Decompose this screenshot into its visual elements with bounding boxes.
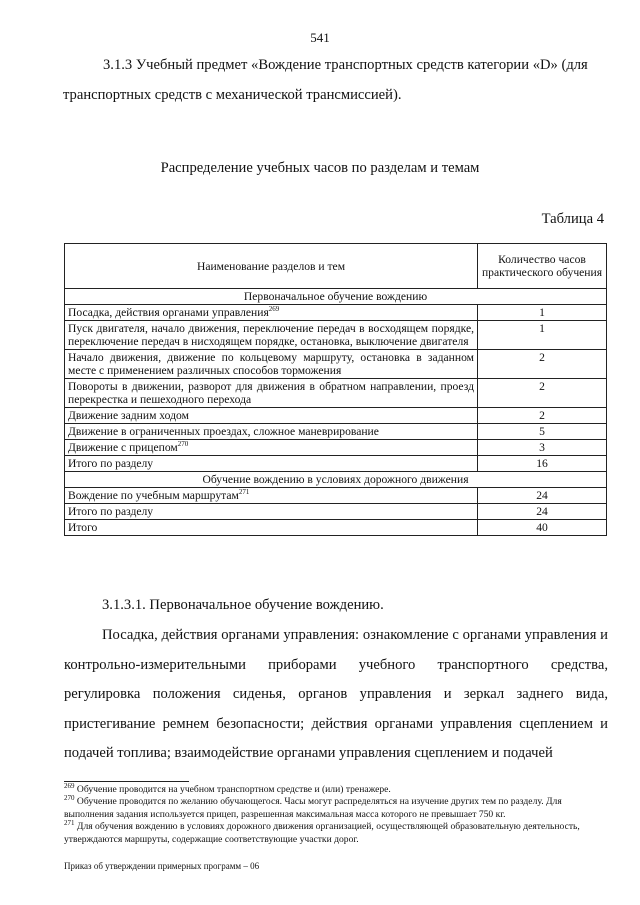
hours-cell: 1 [478,321,607,350]
footnote [64,821,612,846]
footnote [64,781,612,796]
table-row [65,440,607,456]
distribution-title: Распределение учебных часов по разделам и темам [160,160,480,176]
footnote-ref: 271 [238,488,250,497]
topic-text: Посадка, действия органами управления [68,306,269,319]
table-row [65,379,607,408]
table-row [65,321,607,350]
table-row [65,350,607,379]
section-heading: 3.1.3 Учебный предмет «Вождение транспортных средств категории «D» (для транспортных средств с механической трансмиссией). [63,57,588,103]
topic-cell [65,305,478,321]
footnote-divider [64,781,189,782]
total-hours: 40 [478,520,607,536]
footnote [64,796,612,821]
topic-cell [65,488,478,504]
footnote-ref: 270 [177,440,189,449]
sub-heading: 3.1.3.1. Первоначальное обучение вождению. [102,597,384,613]
footnote-text: Обучение проводится по желанию обучающегося. Часы могут распределяться на изучение других тем по разделу. Для выполнения задания используется прицеп, разрешенная максимальная масса которого не превышает 750 кг. [64,796,562,820]
column-header-name: Наименование разделов и тем [65,244,478,289]
hours-cell: 24 [478,488,607,504]
topic-text: Движение с прицепом [68,441,178,454]
subtotal-hours: 24 [478,504,607,520]
hours-cell: 5 [478,424,607,440]
footnote-number: 270 [64,794,75,803]
footnote-text: Для обучения вождению в условиях дорожного движения организацией, осуществляющей образовательную деятельность, утверждаются маршруты, содержащие соответствующие участки дорог. [64,821,580,845]
hours-cell: 2 [478,350,607,379]
page-number: 541 [310,30,330,45]
section-row [65,472,607,488]
topic-cell: Повороты в движении, разворот для движения в обратном направлении, проезд перекрестка и пешеходного перехода [65,379,478,408]
topic-cell: Начало движения, движение по кольцевому маршруту, остановка в заданном месте с применением различных способов торможения [65,350,478,379]
topic-cell [65,440,478,456]
body-paragraph: Посадка, действия органами управления: ознакомление с органами управления и контрольно-измерительными приборами учебного транспортного средства, регулировка положения сиденья, органов управления и зеркал заднего вида, пристегивание ремнем безопасности; действия органами управления сцеплением и подачей топлива; взаимодействие органами управления сцеплением и подачей [64,627,608,761]
hours-cell: 2 [478,408,607,424]
topic-cell: Движение в ограниченных проездах, сложное маневрирование [65,424,478,440]
section-row [65,289,607,305]
topic-text: Вождение по учебным маршрутам [68,489,239,502]
table-row [65,488,607,504]
table-header-row [65,244,607,289]
subtotal-hours: 16 [478,456,607,472]
page-footer: Приказ об утверждении примерных программ – 06 [64,861,260,871]
column-header-hours: Количество часов практического обучения [478,244,607,289]
section-title: Первоначальное обучение вождению [65,289,607,305]
hours-table [64,243,607,536]
table-row [65,424,607,440]
subtotal-label: Итого по разделу [65,504,478,520]
footnote-number: 269 [64,781,75,790]
subtotal-row [65,504,607,520]
footnote-ref: 269 [268,305,280,314]
footnote-text: Обучение проводится на учебном транспортном средстве и (или) тренажере. [76,784,391,795]
section-title: Обучение вождению в условиях дорожного движения [65,472,607,488]
topic-cell: Пуск двигателя, начало движения, переключение передач в восходящем порядке, переключение передач в нисходящем порядке, остановка, выключение двигателя [65,321,478,350]
subtotal-row [65,456,607,472]
footnotes [64,781,612,846]
table-row [65,408,607,424]
total-label: Итого [65,520,478,536]
hours-cell: 1 [478,305,607,321]
footnote-number: 271 [64,819,75,828]
table-label: Таблица 4 [541,211,604,227]
total-row [65,520,607,536]
table-row [65,305,607,321]
subtotal-label: Итого по разделу [65,456,478,472]
topic-cell: Движение задним ходом [65,408,478,424]
hours-cell: 2 [478,379,607,408]
hours-cell: 3 [478,440,607,456]
